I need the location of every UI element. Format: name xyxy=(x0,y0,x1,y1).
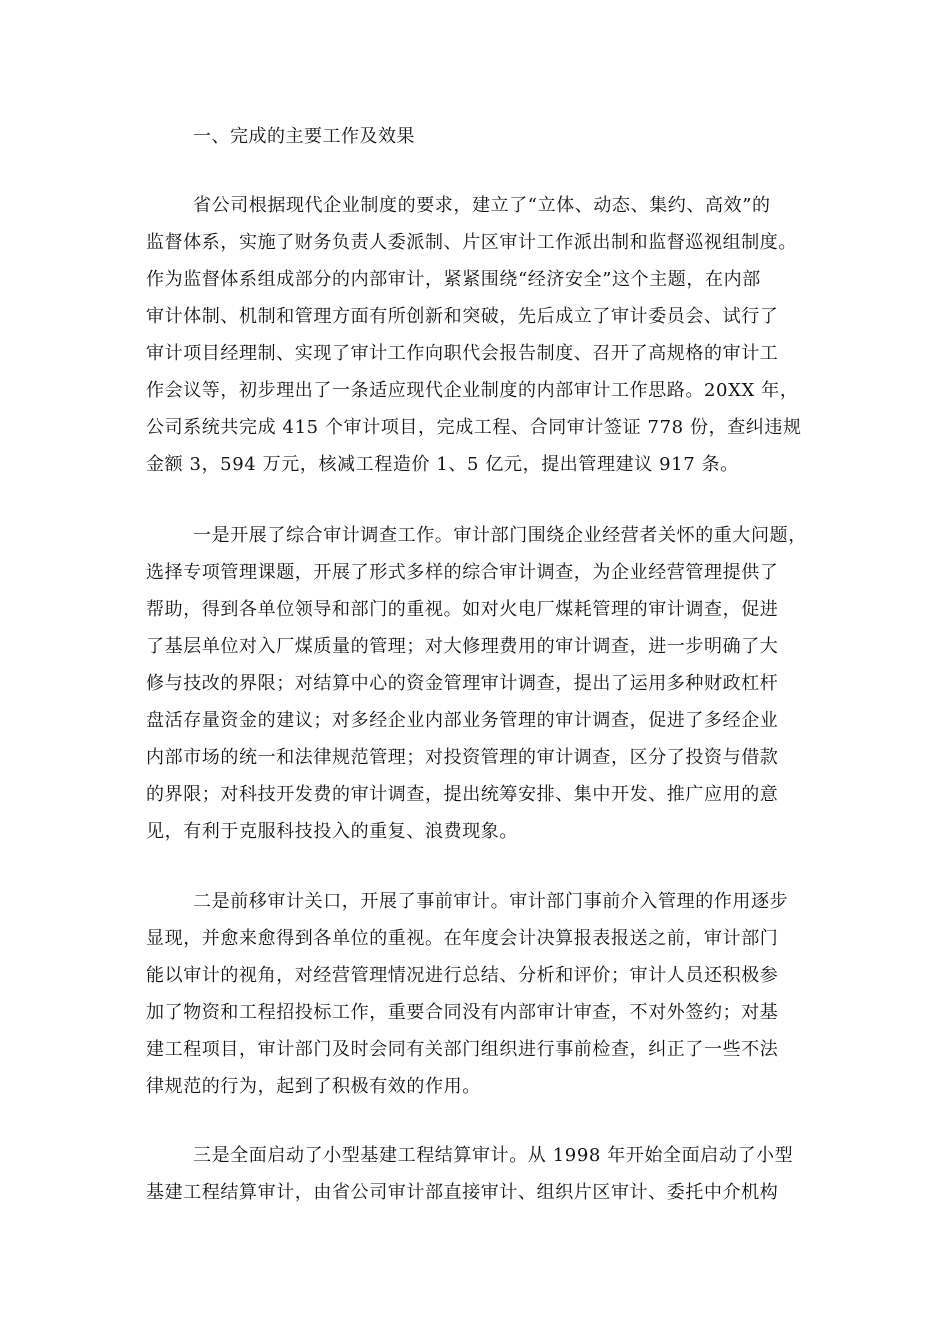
paragraph-line: 审计体制、机制和管理方面有所创新和突破，先后成立了审计委员会、试行了 xyxy=(146,306,779,327)
paragraph-line: 二是前移审计关口，开展了事前审计。审计部门事前介入管理的作用逐步 xyxy=(193,891,789,912)
paragraph-line: 盘活存量资金的建议；对多经企业内部业务管理的审计调查，促进了多经企业 xyxy=(146,710,779,731)
paragraph-line: 见，有利于克服科技投入的重复、浪费现象。 xyxy=(146,821,518,842)
paragraph-line: 三是全面启动了小型基建工程结算审计。从 1998 年开始全面启动了小型 xyxy=(193,1145,794,1166)
paragraph-line: 显现，并愈来愈得到各单位的重视。在年度会计决算报表报送之前，审计部门 xyxy=(146,928,779,949)
paragraph-audit-survey xyxy=(146,517,826,850)
paragraph-line: 律规范的行为，起到了积极有效的作用。 xyxy=(146,1076,481,1097)
paragraph-pre-audit xyxy=(146,883,826,1105)
paragraph-overview xyxy=(146,187,826,483)
paragraph-line: 作会议等，初步理出了一条适应现代企业制度的内部审计工作思路。20XX 年， xyxy=(146,380,799,401)
paragraph-line: 基建工程结算审计，由省公司审计部直接审计、组织片区审计、委托中介机构 xyxy=(146,1182,779,1203)
paragraph-line: 作为监督体系组成部分的内部审计，紧紧围绕“经济安全”这个主题，在内部 xyxy=(146,269,761,290)
paragraph-settlement-audit xyxy=(146,1137,826,1211)
paragraph-line: 帮助，得到各单位领导和部门的重视。如对火电厂煤耗管理的审计调查，促进 xyxy=(146,599,779,620)
section-heading: 一、完成的主要工作及效果 xyxy=(193,126,415,147)
paragraph-line: 了基层单位对入厂煤质量的管理；对大修理费用的审计调查，进一步明确了大 xyxy=(146,636,779,657)
paragraph-line: 选择专项管理课题，开展了形式多样的综合审计调查，为企业经营管理提供了 xyxy=(146,562,779,583)
paragraph-line: 修与技改的界限；对结算中心的资金管理审计调查，提出了运用多种财政杠杆 xyxy=(146,673,779,694)
paragraph-line: 监督体系，实施了财务负责人委派制、片区审计工作派出制和监督巡视组制度。 xyxy=(146,232,797,253)
paragraph-line: 一是开展了综合审计调查工作。审计部门围绕企业经营者关怀的重大问题， xyxy=(193,525,807,546)
paragraph-line: 能以审计的视角，对经营管理情况进行总结、分析和评价；审计人员还积极参 xyxy=(146,965,779,986)
paragraph-line: 省公司根据现代企业制度的要求，建立了“立体、动态、集约、高效”的 xyxy=(193,195,771,216)
paragraph-line: 公司系统共完成 415 个审计项目，完成工程、合同审计签证 778 份，查纠违规 xyxy=(146,417,802,438)
paragraph-line: 内部市场的统一和法律规范管理；对投资管理的审计调查，区分了投资与借款 xyxy=(146,747,779,768)
paragraph-line: 建工程项目，审计部门及时会同有关部门组织进行事前检查，纠正了一些不法 xyxy=(146,1039,779,1060)
paragraph-line: 加了物资和工程招投标工作，重要合同没有内部审计审查，不对外签约；对基 xyxy=(146,1002,779,1023)
paragraph-line: 的界限；对科技开发费的审计调查，提出统筹安排、集中开发、推广应用的意 xyxy=(146,784,779,805)
paragraph-line: 审计项目经理制、实现了审计工作向职代会报告制度、召开了高规格的审计工 xyxy=(146,343,779,364)
paragraph-line: 金额 3，594 万元，核减工程造价 1、5 亿元，提出管理建议 917 条。 xyxy=(146,454,739,475)
